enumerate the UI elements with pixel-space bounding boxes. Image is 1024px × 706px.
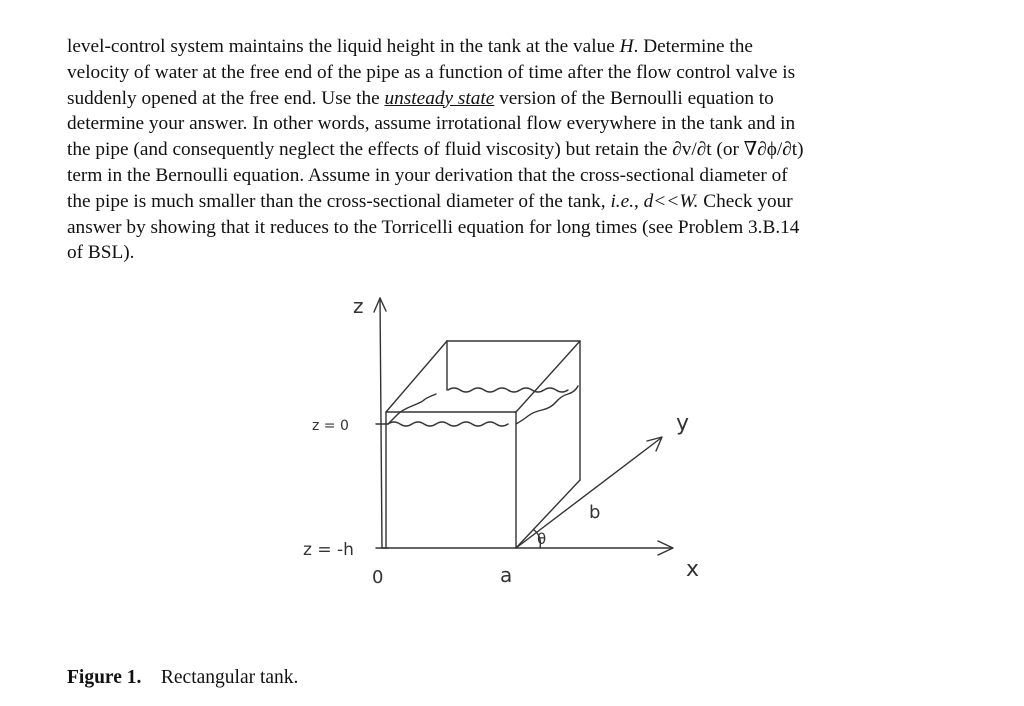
ie-abbrev: i.e. <box>610 190 635 212</box>
line-3-text: suddenly opened at the free end. Use the <box>67 87 385 109</box>
paragraph-line-2: velocity of water at the free end of the pipe as a function of time after the flow control valve is <box>67 61 796 83</box>
tank-top-right-edge <box>516 341 580 412</box>
label-origin: 0 <box>372 567 384 588</box>
z-axis-line <box>380 298 382 548</box>
tank-bottom-right-edge <box>516 480 580 548</box>
unsteady-state-emphasis: unsteady state <box>384 87 495 109</box>
axis-label-z: z <box>353 294 364 318</box>
caption-text: Rectangular tank. <box>160 667 299 688</box>
paragraph-line-6: term in the Bernoulli equation. Assume in your derivation that the cross-sectional diameter of <box>67 164 788 186</box>
line-7-mid: , <box>634 190 644 212</box>
line-7-end: Check your <box>698 190 793 212</box>
paragraph-line-4: determine your answer. In other words, assume irrotational flow everywhere in the tank and in <box>67 113 796 135</box>
liquid-surface-side <box>516 386 578 424</box>
caption-label: Figure 1. <box>67 667 142 688</box>
figure-caption <box>67 667 298 689</box>
axis-label-x: x <box>686 557 700 582</box>
paragraph-line-9: of BSL). <box>67 242 135 264</box>
line-1-text: level-control system maintains the liquid height in the tank at the value <box>67 36 620 57</box>
line-1-end: . Determine the <box>633 36 753 57</box>
liquid-surface-left <box>388 394 436 424</box>
paragraph-line-8: answer by showing that it reduces to the Torricelli equation for long times (see Problem 3.B.14 <box>67 216 800 238</box>
label-b: b <box>589 502 601 523</box>
liquid-surface-back <box>448 388 568 392</box>
label-theta: θ <box>537 530 547 548</box>
d-much-less-than-w: d<<W. <box>643 190 699 212</box>
paragraph-line-5: the pipe (and consequently neglect the effects of fluid viscosity) but retain the ∂v/∂t (or ∇∂ϕ/∂t) <box>67 139 804 161</box>
liquid-surface-front <box>388 422 508 426</box>
label-a: a <box>500 563 513 587</box>
label-z-minus-h: z = -h <box>303 540 354 560</box>
label-z-zero: z = 0 <box>312 418 349 434</box>
variable-h: H <box>619 36 634 57</box>
tank-top-left-edge <box>386 341 447 412</box>
line-3-end: version of the Bernoulli equation to <box>494 87 774 109</box>
line-7-text: the pipe is much smaller than the cross-sectional diameter of the tank, <box>67 190 611 212</box>
axis-label-y: y <box>676 411 690 436</box>
